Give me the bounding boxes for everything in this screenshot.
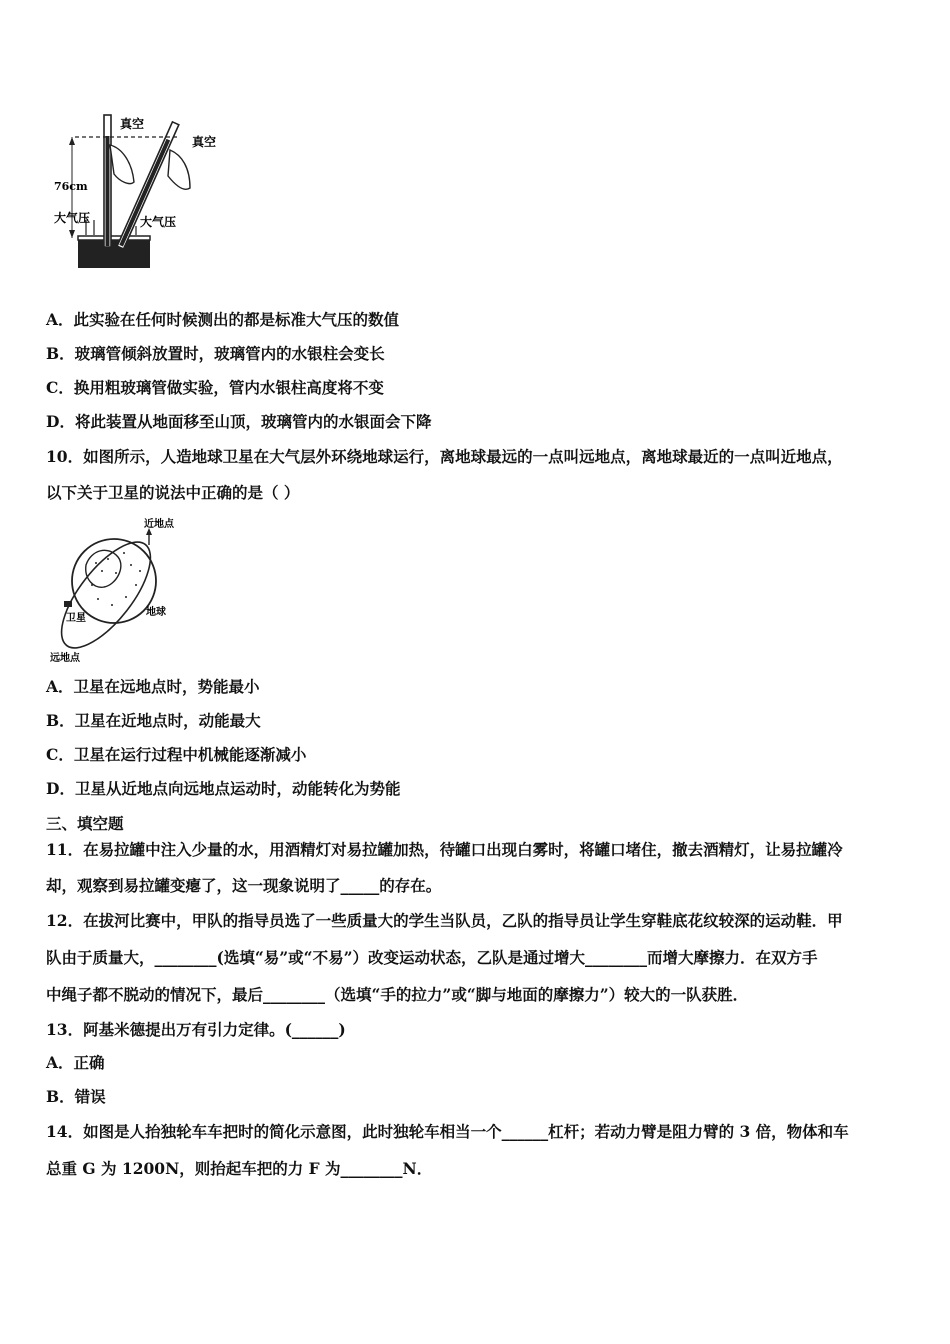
q13-option-b: B．错误	[46, 1087, 106, 1106]
q13-stem: 13．阿基米德提出万有引力定律。(______)	[46, 1020, 346, 1039]
q10-option-c: C．卫星在运行过程中机械能逐渐减小	[46, 745, 307, 764]
torricelli-figure	[50, 110, 250, 275]
q10-stem-line1: 10．如图所示，人造地球卫星在大气层外环绕地球运行，离地球最远的一点叫远地点，离地球最近的一点叫近地点，	[46, 447, 843, 466]
fig2-label-satellite: 卫星	[66, 613, 86, 624]
q11-line2: 却，观察到易拉罐变瘪了，这一现象说明了_____的存在。	[46, 876, 442, 895]
q10-option-a: A．卫星在远地点时，势能最小	[46, 677, 260, 696]
q14-line1: 14．如图是人抬独轮车车把时的简化示意图，此时独轮车相当一个______杠杆；若动力臂是阻力臂的 3 倍，物体和车	[46, 1122, 849, 1141]
mercury-basin	[78, 238, 150, 268]
fig2-label-bottom: 远地点	[50, 653, 80, 664]
q13-option-a: A．正确	[46, 1053, 105, 1072]
q12-line3: 中绳子都不脱动的情况下，最后________（选填“手的拉力”或“脚与地面的摩擦力”）较大的一队获胜．	[46, 985, 749, 1004]
satellite-icon	[64, 601, 72, 607]
q10-stem-line2: 以下关于卫星的说法中正确的是（ ）	[46, 483, 300, 502]
q14-line2: 总重 G 为 1200N，则抬起车把的力 F 为________N．	[46, 1159, 433, 1178]
q10-option-d: D．卫星从近地点向远地点运动时，动能转化为势能	[46, 779, 401, 798]
atm-label-left: 大气压	[54, 211, 91, 225]
q12-line2: 队由于质量大，________(选填“易”或“不易”）改变运动状态，乙队是通过增大________而增大摩擦力．在双方手	[46, 948, 818, 967]
height-label: 76cm	[54, 180, 88, 193]
vacuum-label-left: 真空	[120, 117, 145, 131]
fig2-label-earth: 地球	[146, 607, 166, 618]
satellite-figure	[46, 515, 186, 665]
section-title: 三、填空题	[46, 814, 124, 833]
hand-right	[168, 150, 190, 189]
q9-option-c: C．换用粗玻璃管做实验，管内水银柱高度将不变	[46, 378, 384, 397]
fig2-label-top: 近地点	[144, 519, 174, 530]
vacuum-label-right: 真空	[192, 135, 217, 149]
q9-option-a: A．此实验在任何时候测出的都是标准大气压的数值	[46, 310, 400, 329]
q9-option-b: B．玻璃管倾斜放置时，玻璃管内的水银柱会变长	[46, 344, 385, 363]
q11-line1: 11．在易拉罐中注入少量的水，用酒精灯对易拉罐加热，待罐口出现白雾时，将罐口堵住，撤去酒精灯，让易拉罐冷	[46, 840, 843, 859]
q10-option-b: B．卫星在近地点时，动能最大	[46, 711, 261, 730]
q9-option-d: D．将此装置从地面移至山顶，玻璃管内的水银面会下降	[46, 412, 432, 431]
tilted-tube	[117, 122, 179, 249]
hand-left	[110, 145, 134, 184]
q12-line1: 12．在拔河比赛中，甲队的指导员选了一些质量大的学生当队员，乙队的指导员让学生穿鞋底花纹较深的运动鞋．甲	[46, 911, 843, 930]
atm-label-right: 大气压	[140, 215, 177, 229]
